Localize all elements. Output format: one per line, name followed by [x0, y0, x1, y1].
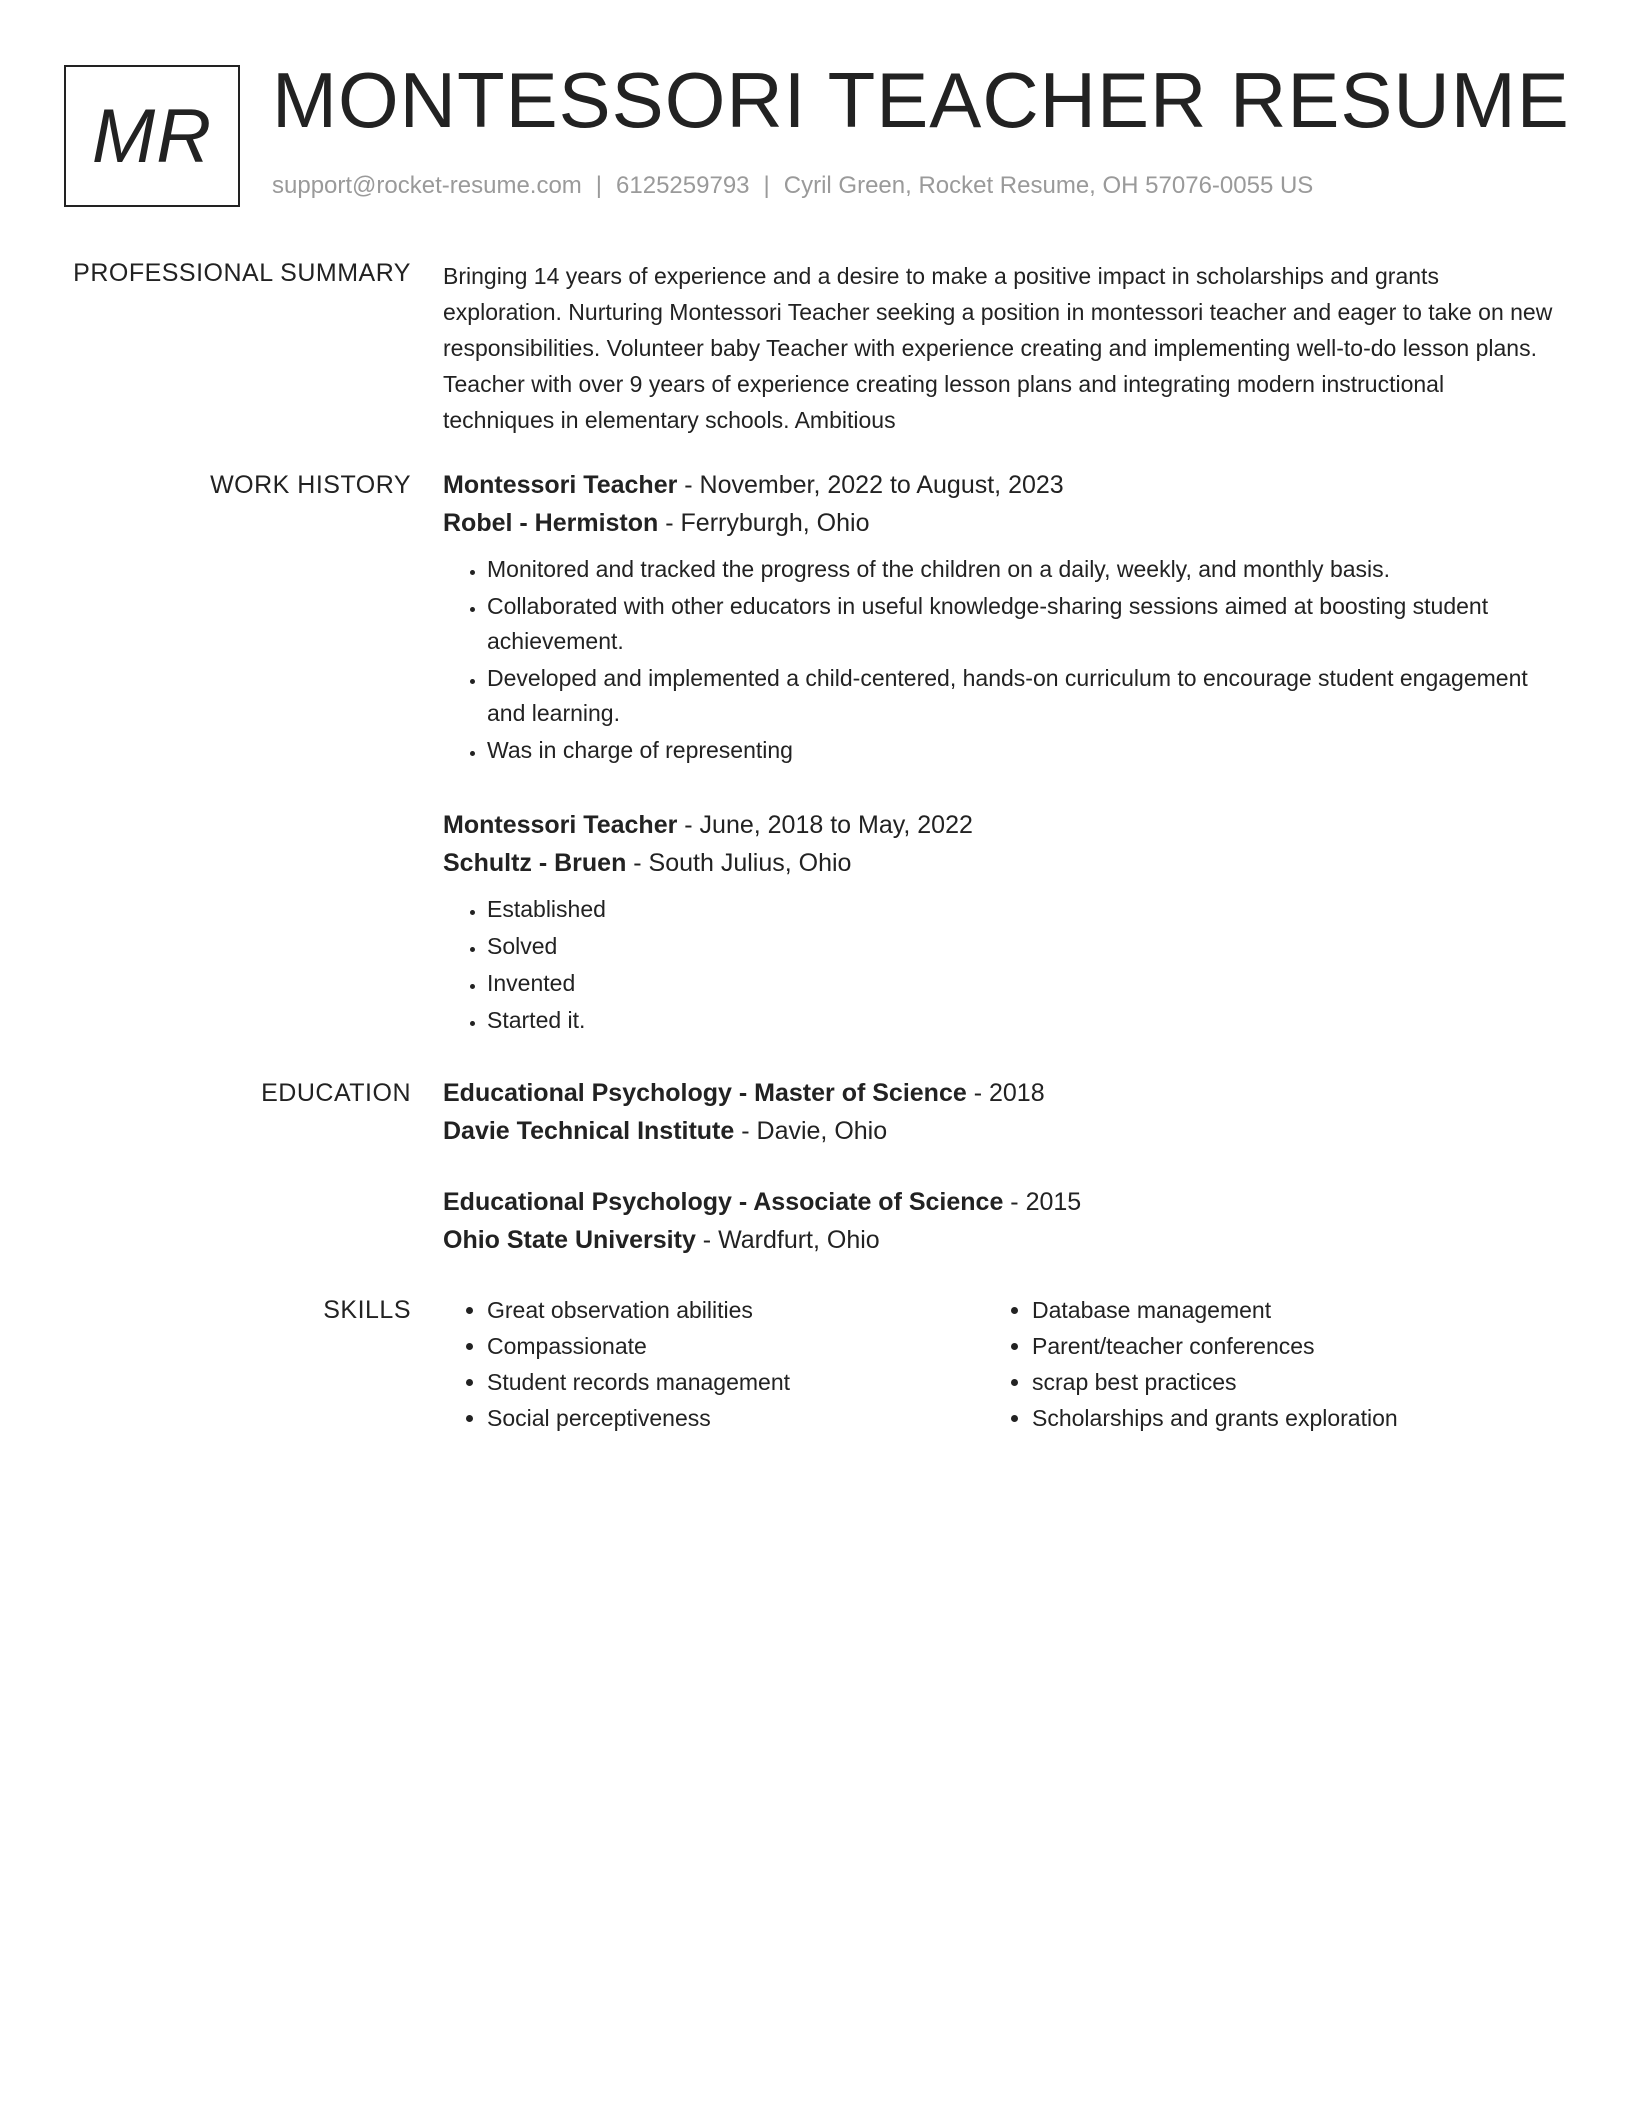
section-label-skills: SKILLS: [323, 1296, 411, 1324]
job-company-line: [443, 504, 1553, 542]
skill-item: • Database management: [1032, 1292, 1508, 1328]
job-bullet: • Invented: [487, 966, 1553, 1001]
education-location: - Davie, Ohio: [734, 1117, 888, 1145]
job-bullet: • Established: [487, 892, 1553, 927]
contact-address: Cyril Green, Rocket Resume, OH 57076-0055 US: [783, 172, 1314, 199]
job-title: Montessori Teacher: [443, 811, 678, 839]
summary-text: Bringing 14 years of experience and a desire to make a positive impact in scholarships and grants exploration. Nurturing Montessori Teacher seeking a position in montessori teacher and eager to take on new responsibilities. Volunteer baby Teacher with experience creating and implementing well-to-do lesson plans. Teacher with over 9 years of experience creating lesson plans and integrating modern instructional techniques in elementary schools. Ambitious: [443, 263, 1553, 433]
job-company: Robel - Hermiston: [443, 509, 659, 537]
skill-item: • Scholarships and grants exploration: [1032, 1400, 1508, 1436]
skills-list: [443, 1292, 963, 1436]
job-company: Schultz - Bruen: [443, 849, 627, 877]
job-title: Montessori Teacher: [443, 471, 678, 499]
job-entry: [443, 466, 1553, 770]
job-bullets: [443, 552, 1553, 768]
job-entry: [443, 806, 1553, 1040]
job-bullets: [443, 892, 1553, 1038]
job-bullet: • Developed and implemented a child-centered, hands-on curriculum to encourage student engagement and learning.: [487, 661, 1553, 731]
skill-item: • Compassionate: [487, 1328, 963, 1364]
monogram-logo: MR: [64, 65, 240, 207]
education-entry: [443, 1074, 1553, 1150]
skills-list: [988, 1292, 1508, 1436]
summary-section: [443, 258, 1553, 438]
skill-item: • Student records management: [487, 1364, 963, 1400]
education-year: - 2018: [966, 1079, 1045, 1107]
skill-item: • Great observation abilities: [487, 1292, 963, 1328]
job-title-line: [443, 466, 1553, 504]
section-label-work-history: WORK HISTORY: [210, 471, 411, 499]
contact-email[interactable]: support@rocket-resume.com: [272, 172, 582, 199]
education-degree-line: [443, 1074, 1553, 1112]
section-label-education: EDUCATION: [261, 1079, 411, 1107]
skills-column-left: [443, 1292, 963, 1436]
education-degree: Educational Psychology - Master of Science: [443, 1079, 967, 1107]
job-bullet: • Solved: [487, 929, 1553, 964]
job-location: - South Julius, Ohio: [626, 849, 852, 877]
skill-item: • scrap best practices: [1032, 1364, 1508, 1400]
contact-separator: |: [595, 172, 603, 199]
job-title-line: [443, 806, 1553, 844]
education-degree: Educational Psychology - Associate of Science: [443, 1188, 1004, 1216]
job-location: - Ferryburgh, Ohio: [658, 509, 870, 537]
job-company-line: [443, 844, 1553, 882]
education-school-line: [443, 1221, 1553, 1259]
job-bullet: • Monitored and tracked the progress of the children on a daily, weekly, and monthly basis.: [487, 552, 1553, 587]
job-dates: - November, 2022 to August, 2023: [677, 471, 1064, 499]
education-location: - Wardfurt, Ohio: [695, 1226, 880, 1254]
contact-separator: |: [763, 172, 770, 199]
education-school-line: [443, 1112, 1553, 1150]
education-entry: [443, 1183, 1553, 1259]
skill-item: • Parent/teacher conferences: [1032, 1328, 1508, 1364]
skills-column-right: [988, 1292, 1508, 1436]
job-bullet: • Started it.: [487, 1003, 1553, 1038]
education-year: - 2015: [1003, 1188, 1082, 1216]
section-label-summary: PROFESSIONAL SUMMARY: [73, 259, 411, 287]
skill-item: • Social perceptiveness: [487, 1400, 963, 1436]
job-bullet: • Collaborated with other educators in useful knowledge-sharing sessions aimed at boosting student achievement.: [487, 589, 1553, 659]
education-school: Davie Technical Institute: [443, 1117, 735, 1145]
contact-line: [272, 172, 1313, 200]
skills-section: [443, 1292, 1553, 1452]
job-dates: - June, 2018 to May, 2022: [677, 811, 973, 839]
education-school: Ohio State University: [443, 1226, 696, 1254]
job-bullet: • Was in charge of representing: [487, 733, 1553, 768]
resume-title: MONTESSORI TEACHER RESUME: [272, 56, 1570, 144]
education-degree-line: [443, 1183, 1553, 1221]
contact-phone[interactable]: 6125259793: [616, 172, 750, 199]
